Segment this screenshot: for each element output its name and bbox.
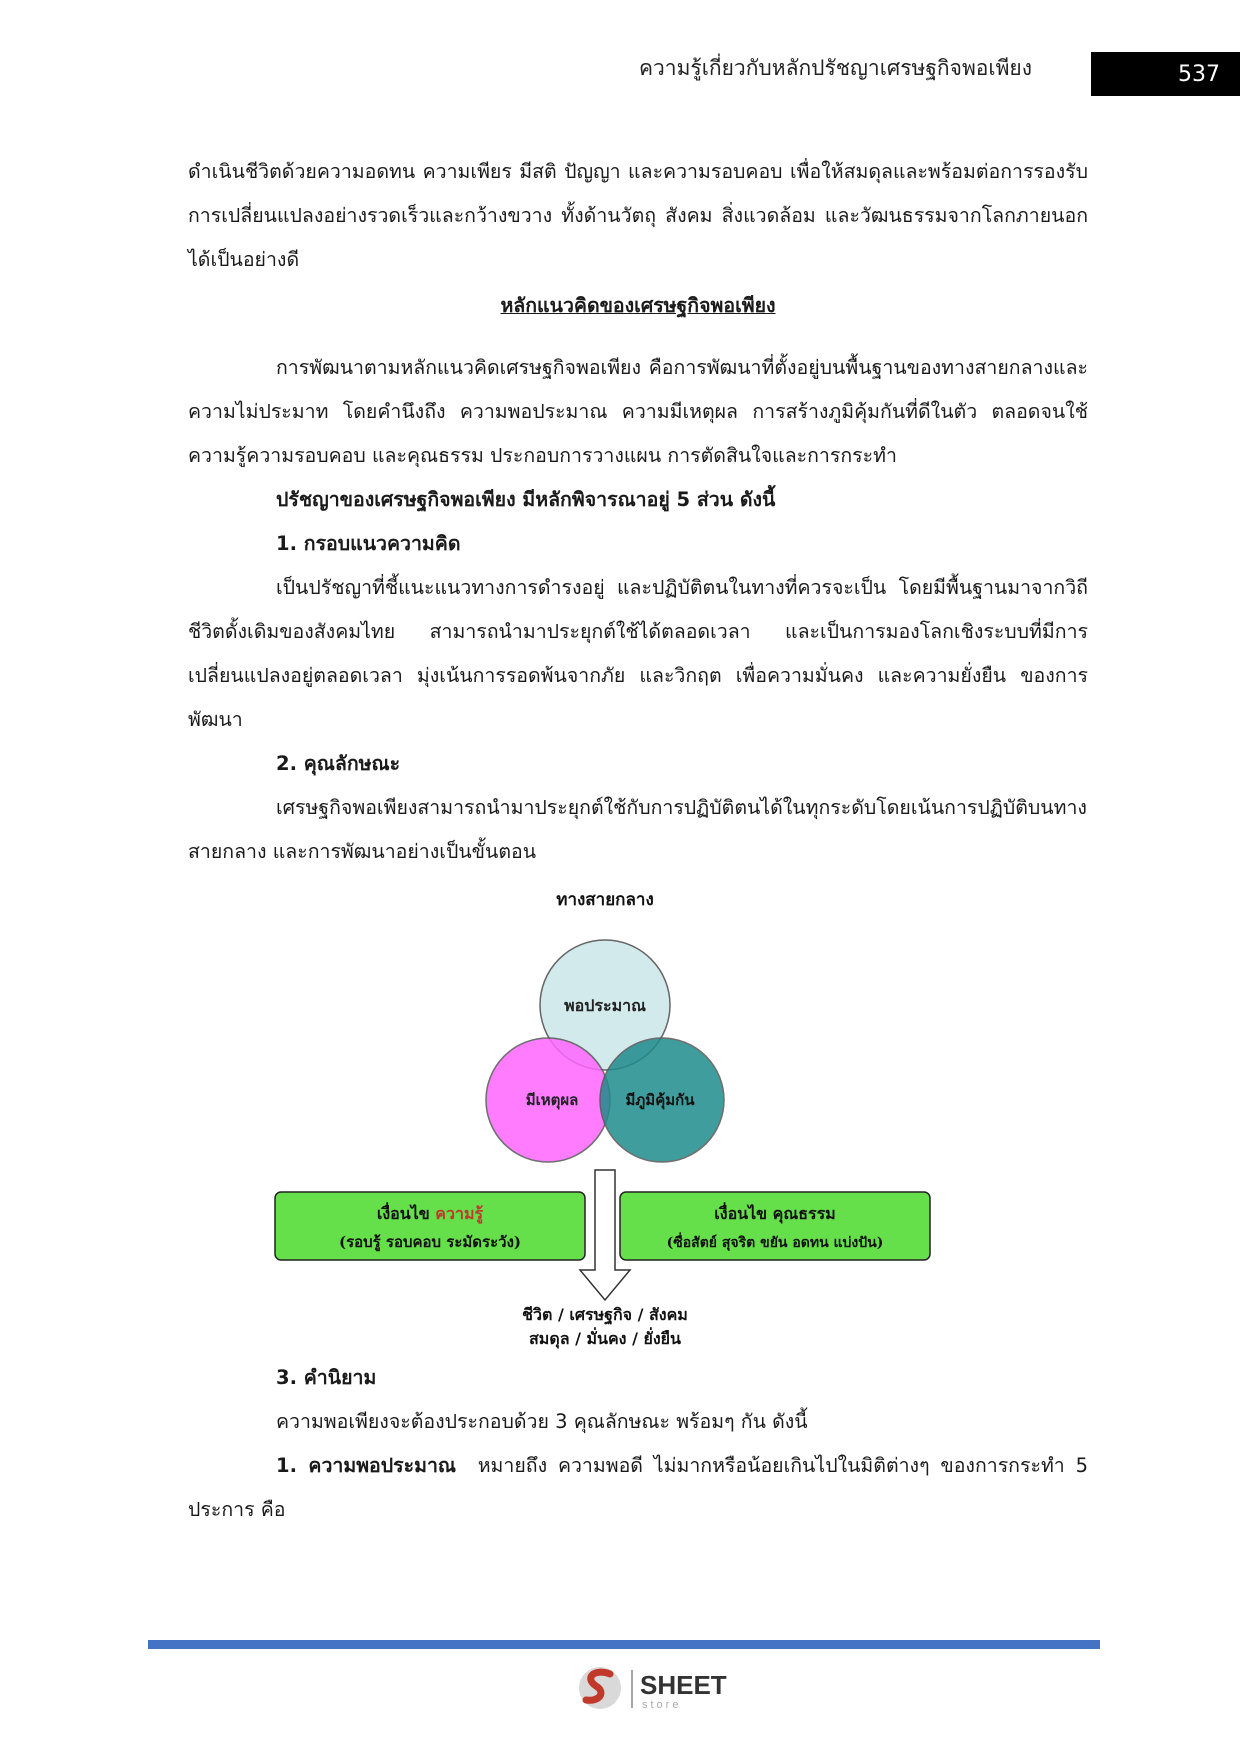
sufficiency-diagram [270,880,950,1350]
logo-subword: store [642,1699,682,1711]
morality-condition-line1: เงื่อนไข คุณธรรม [714,1204,836,1223]
diagram-top-label: ทางสายกลาง [556,890,654,910]
diagram-bottom-line1: ชีวิต / เศรษฐกิจ / สังคม [522,1305,688,1324]
framework-paragraph: เป็นปรัชญาที่ชี้แนะแนวทางการดำรงอยู่ และปฏิบัติตนในทางที่ควรจะเป็น โดยมีพื้นฐานมาจากวิถีชีวิตดั้งเดิมของสังคมไทย สามารถนำมาประยุกต์ใช้ได้ตลอดเวลา และเป็นการมองโลกเชิงระบบที่มีการเปลี่ยนแปลงอยู่ตลอดเวลา มุ่งเน้นการรอดพ้นจากภัย และวิกฤต เพื่อความมั่นคง และความยั่งยืน ของการพัฒนา [188,576,1088,731]
circle-top-label: พอประมาณ [564,996,646,1015]
sheet-store-logo [574,1660,754,1720]
header-title: ความรู้เกี่ยวกับหลักปรัชญาเศรษฐกิจพอเพียง [638,56,1032,80]
knowledge-condition-line1: เงื่อนไข ความรู้ [376,1204,484,1223]
heading-framework: 1. กรอบแนวความคิด [276,532,461,555]
heading-characteristics: 2. คุณลักษณะ [276,752,401,775]
footer-bar [148,1640,1100,1649]
circle-left-label: มีเหตุผล [525,1091,579,1109]
definition-term: 1. ความพอประมาณ [276,1454,456,1477]
intro-paragraph: ดำเนินชีวิตด้วยความอดทน ความเพียร มีสติ ปัญญา และความรอบคอบ เพื่อให้สมดุลและพร้อมต่อการรองรับการเปลี่ยนแปลงอย่างรวดเร็วและกว้างขวาง ทั้งด้านวัตถุ สังคม สิ่งแวดล้อม และวัฒนธรรมจากโลกภายนอกได้เป็นอย่างดี [188,160,1088,271]
document-body-continued [188,1356,1088,1532]
logo-word: SHEET [640,1670,727,1700]
concept-paragraph: การพัฒนาตามหลักแนวคิดเศรษฐกิจพอเพียง คือการพัฒนาที่ตั้งอยู่บนพื้นฐานของทางสายกลางและความไม่ประมาท โดยคำนึงถึง ความพอประมาณ ความมีเหตุผล การสร้างภูมิคุ้มกันที่ดีในตัว ตลอดจนใช้ความรู้ความรอบคอบ และคุณธรรม ประกอบการวางแผน การตัดสินใจและการกระทำ [188,356,1088,467]
definition-paragraph: ความพอเพียงจะต้องประกอบด้วย 3 คุณลักษณะ พร้อมๆ กัน ดังนี้ [276,1410,808,1433]
section-title: หลักแนวคิดของเศรษฐกิจพอเพียง [500,294,776,317]
definition-moderation [188,1444,1088,1532]
diagram-bottom-line2: สมดุล / มั่นคง / ยั่งยืน [529,1329,681,1348]
heading-definition: 3. คำนิยาม [276,1366,377,1389]
knowledge-condition-line2: (รอบรู้ รอบคอบ ระมัดระวัง) [338,1233,522,1251]
definition-text: หมายถึง ความพอดี ไม่มากหรือน้อยเกินไปในมิติต่างๆ ของการกระทำ 5 ประการ คือ [188,1454,1088,1521]
morality-condition-line2: (ซื่อสัตย์ สุจริต ขยัน อดทน แบ่งปัน) [666,1235,884,1251]
document-body [188,150,1088,874]
circle-right-label: มีภูมิคุ้มกัน [625,1091,695,1109]
philosophy-heading: ปรัชญาของเศรษฐกิจพอเพียง มีหลักพิจารณาอยู่ 5 ส่วน ดังนี้ [276,488,776,511]
page-number: 537 [1091,52,1240,96]
characteristics-paragraph: เศรษฐกิจพอเพียงสามารถนำมาประยุกต์ใช้กับการปฏิบัติตนได้ในทุกระดับโดยเน้นการปฏิบัติบนทางสายกลาง และการพัฒนาอย่างเป็นขั้นตอน [188,796,1087,863]
